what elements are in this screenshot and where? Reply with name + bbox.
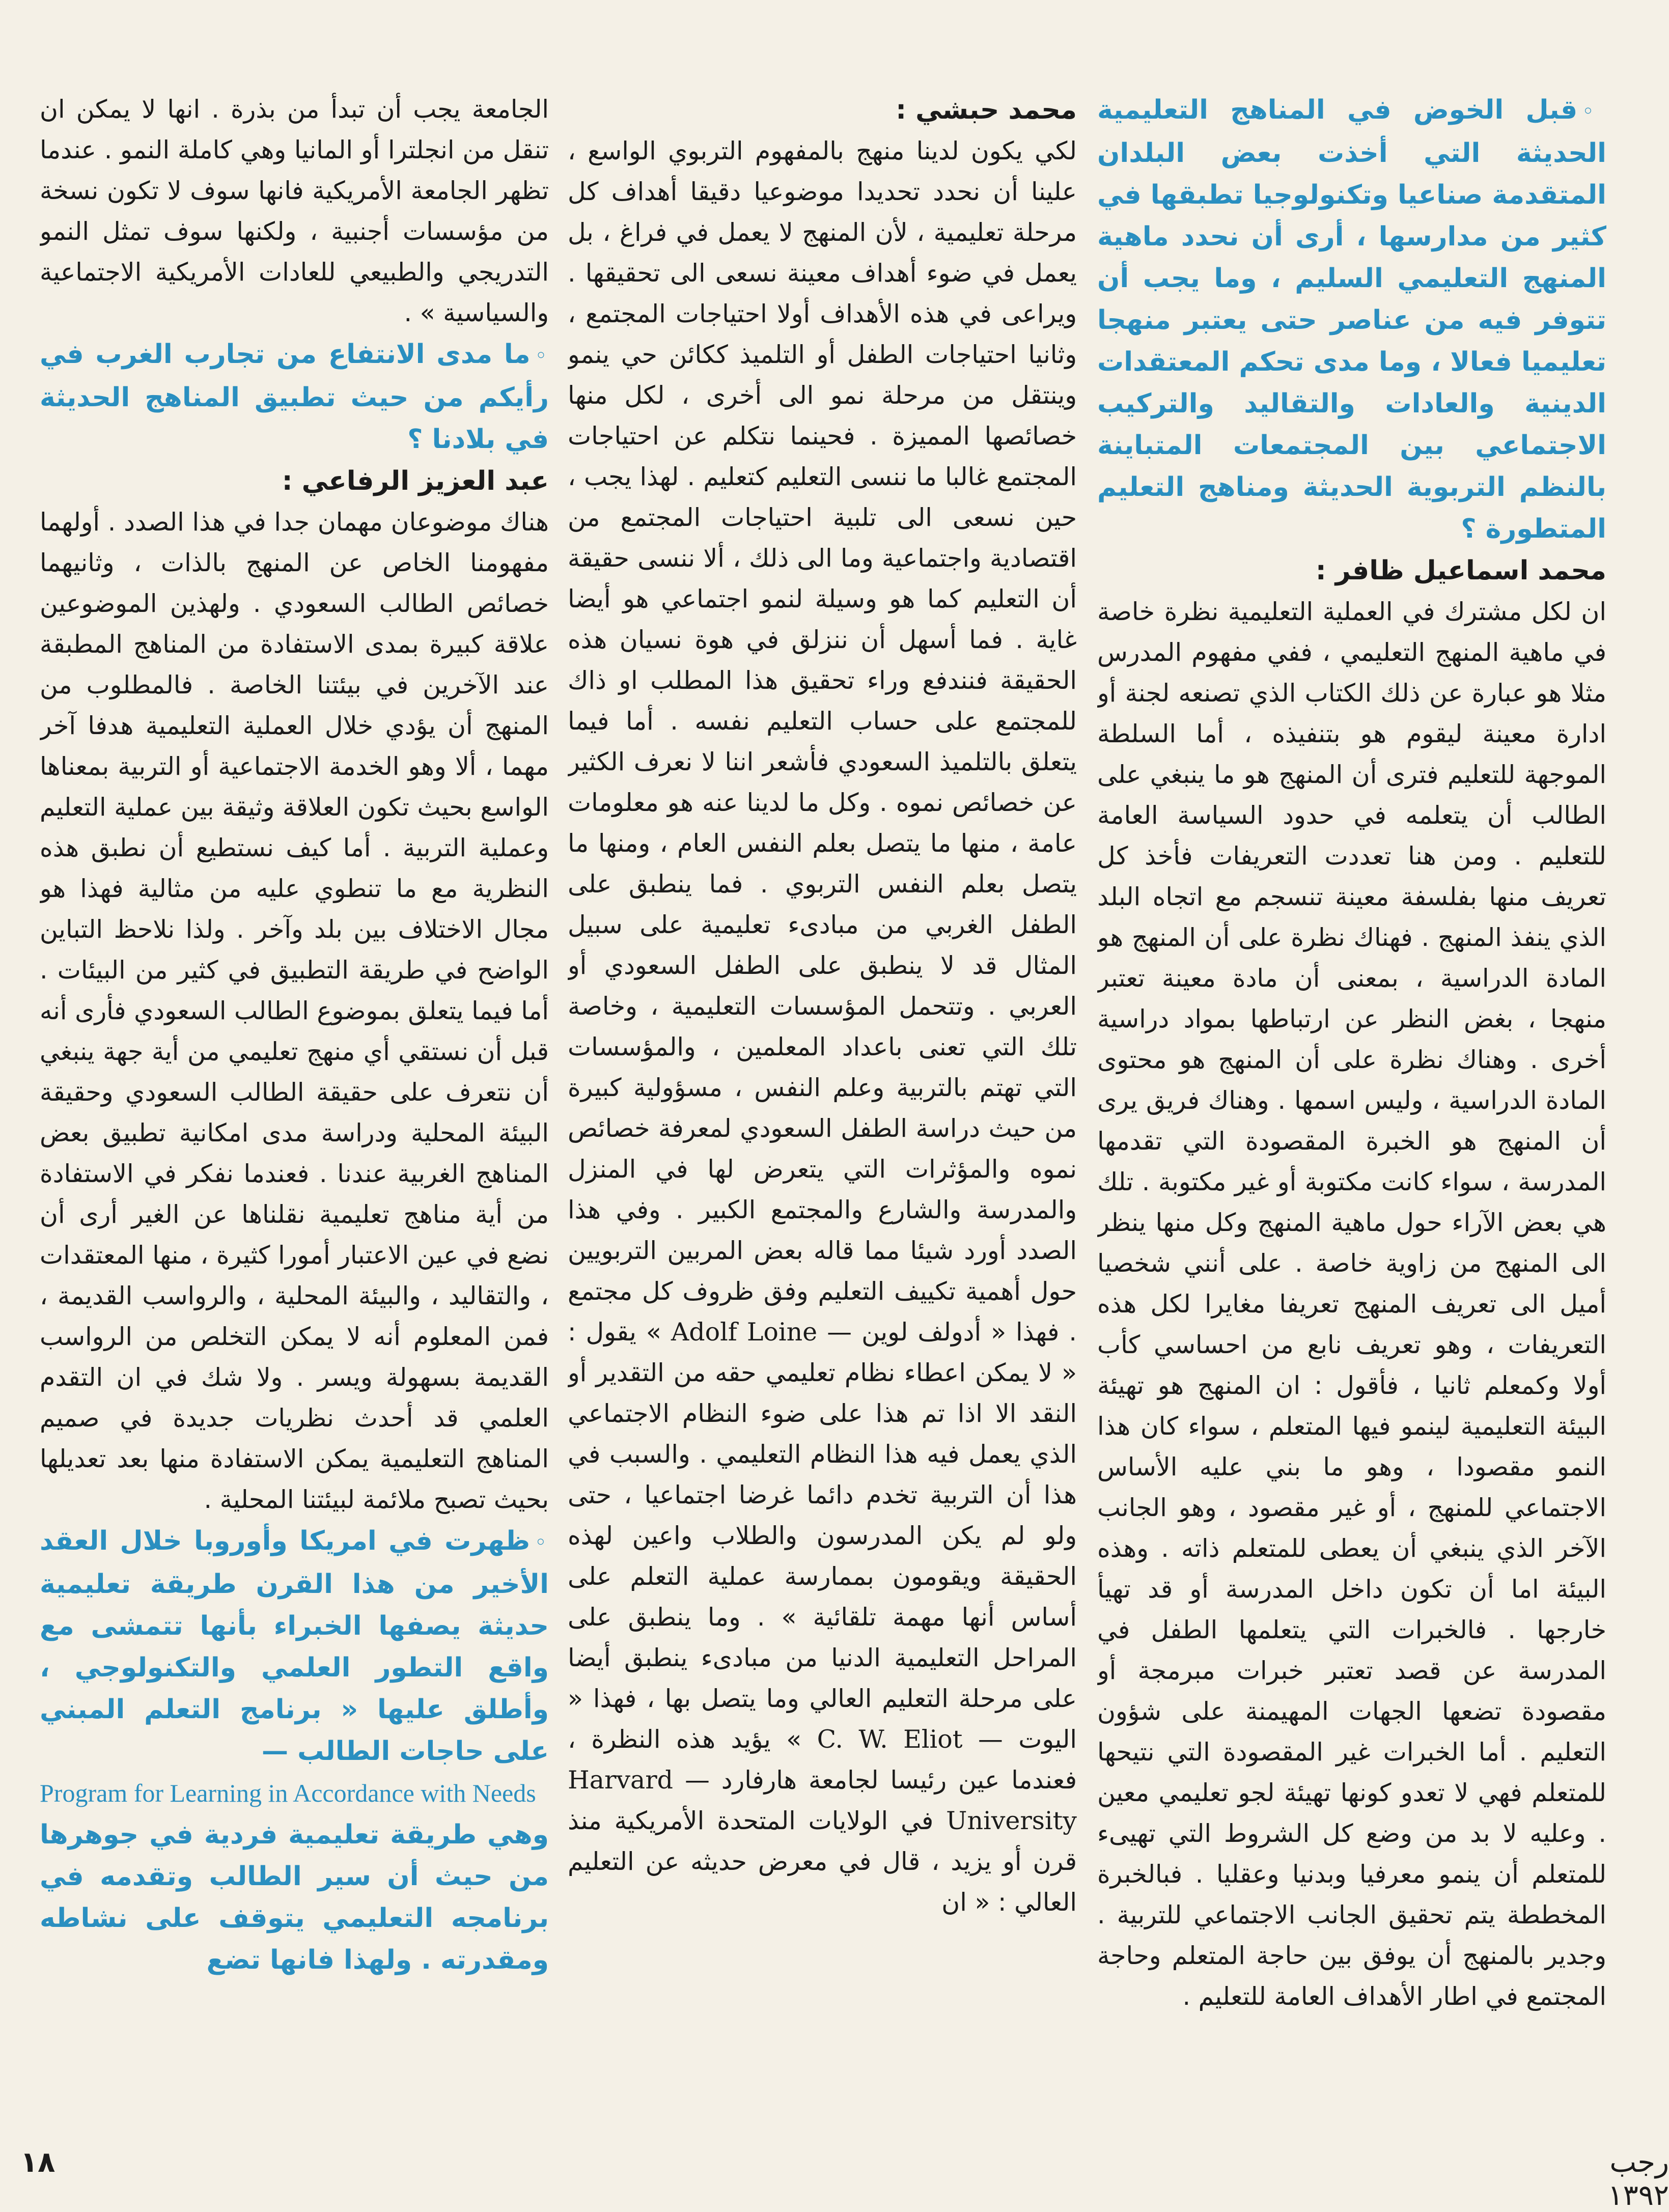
issue-date: رجب ١٣٩٢ [1607,2146,1669,2212]
question-2 [40,333,549,460]
answer-text [568,131,1077,1923]
answer-text: ان لكل مشترك في العملية التعليمية نظرة خاصة في ماهية المنهج التعليمي ، ففي مفهوم المدرس مثلا هو عبارة عن ذلك الكتاب الذي تصنعه لجنة أو ادارة معينة ليقوم هو بتنفيذه ، أما السلطة الموجهة للتعليم فترى أن المنهج هو ما ينبغي على الطالب أن يتعلمه في حدود السياسة العامة للتعليم . ومن هنا تعددت التعريفات فأخذ كل تعريف منها بفلسفة معينة تنسجم مع اتجاه البلد الذي ينفذ المنهج . فهناك نظرة على أن المنهج هو المادة الدراسية ، بمعنى أن مادة معينة تعتبر منهجا ، بغض النظر عن ارتباطها بمواد دراسية أخرى . وهناك نظرة على أن المنهج هو محتوى المادة الدراسية ، وليس اسمها . وهناك فريق يرى أن المنهج هو الخبرة المقصودة التي تقدمها المدرسة ، سواء كانت مكتوبة أو غير مكتوبة . تلك هي بعض الآراء حول ماهية المنهج وكل منها ينظر الى المنهج من زاوية خاصة . على أنني شخصيا أميل الى تعريف المنهج تعريفا مغايرا لكل هذه التعريفات ، وهو تعريف نابع من احساسي كأب أولا وكمعلم ثانيا ، فأقول : ان المنهج هو تهيئة البيئة التعليمية لينمو فيها المتعلم ، سواء كان هذا النمو مقصودا ، وهو ما بني عليه الأساس الاجتماعي للمنهج ، أو غير مقصود ، وهو الجانب الآخر الذي ينبغي أن يعطى للمتعلم ذاته . وهذه البيئة اما أن تكون داخل المدرسة أو قد تهيأ خارجها . فالخبرات التي يتعلمها الطفل في المدرسة عن قصد تعتبر خبرات مبرمجة أو مقصودة تضعها الجهات المهيمنة على شؤون التعليم . أما الخبرات غير المقصودة التي نتيحها للمتعلم فهي لا تعدو كونها تهيئة لجو تعليمي معين . وعليه لا بد من وضع كل الشروط التي تهيىء للمتعلم أن ينمو معرفيا وبدنيا وعقليا . فبالخبرة المخططة يتم تحقيق الجانب الاجتماعي للتربية . وجدير بالمنهج أن يوفق بين حاجة المتعلم وحاجة المجتمع في اطار الأهداف العامة للتعليم . [1097,597,1606,2011]
english-name: Harvard University [568,1766,1077,1835]
question-1 [1097,89,1606,550]
question-3-continued: وهي طريقة تعليمية فردية في جوهرها من حيث أن سير الطالب وتقدمه في برنامجه التعليمي يتوقف على نشاطه ومقدرته . ولهذا فانها تضع [40,1819,549,1975]
answer-text-part: » يؤيد هذه النظرة ، فعندما عين رئيسا لجامعة هارفارد — [568,1725,1077,1795]
answer-text: الجامعة يجب أن تبدأ من بذرة . انها لا يمكن ان تنقل من انجلترا أو المانيا وهي كاملة النمو . عندما تظهر الجامعة الأمريكية فانها سوف لا تكون نسخة من مؤسسات أجنبية ، ولكنها سوف تمثل النمو التدريجي والطبيعي للعادات الأمريكية الاجتماعية والسياسية » . [40,95,549,327]
question-2-text: ما مدى الانتفاع من تجارب الغرب في رأيكم من حيث تطبيق المناهج الحديثة في بلادنا ؟ [40,339,549,455]
column-left [40,89,549,2075]
english-name: C. W. Eliot [817,1725,963,1754]
english-name: Adolf Loine [671,1318,818,1347]
answer-text-part: في الولايات المتحدة الأمريكية منذ قرن أو يزيد ، قال في معرض حديثه عن التعليم العالي : « ان [568,1806,1077,1917]
speaker-name: محمد اسماعيل ظافر : [1315,555,1606,586]
program-english-name: Program for Learning in Accordance with Needs [40,1779,536,1807]
question-1-text: قبل الخوض في المناهج التعليمية الحديثة التي أخذت بعض البلدان المتقدمة صناعيا وتكنولوجيا تطبقها في كثير من مدارسها ، أرى أن نحدد ماهية المنهج التعليمي السليم ، وما يجب أن تتوفر فيه من عناصر حتى يعتبر منهجا تعليميا فعالا ، وما مدى تحكم المعتقدات الدينية والعادات والتقاليد والتركيب الاجتماعي بين المجتمعات المتباينة بالنظم التربوية الحديثة ومناهج التعليم المتطورة ؟ [1097,95,1606,544]
bullet-icon: ◦ [1582,101,1606,122]
speaker-name: محمد حبشي : [896,95,1077,125]
bullet-icon: ◦ [535,346,549,366]
bullet-icon: ◦ [535,1532,549,1553]
answer-text: هناك موضوعان مهمان جدا في هذا الصدد . أولهما مفهومنا الخاص عن المنهج بالذات ، وثانيهما خصائص الطالب السعودي . ولهذين الموضوعين علاقة كبيرة بمدى الاستفادة من المناهج المطبقة عند الآخرين في بيئتنا الخاصة . فالمطلوب من المنهج أن يؤدي خلال العملية التعليمية هدفا آخر مهما ، ألا وهو الخدمة الاجتماعية أو التربية بمعناها الواسع بحيث تكون العلاقة وثيقة بين عملية التعليم وعملية التربية . أما كيف نستطيع أن نطبق هذه النظرية مع ما تنطوي عليه من مثالية فهذا هو مجال الاختلاف بين بلد وآخر . ولذا نلاحظ التباين الواضح في طريقة التطبيق في كثير من البيئات . أما فيما يتعلق بموضوع الطالب السعودي فأرى أنه قبل أن نستقي أي منهج تعليمي من أية جهة ينبغي أن نتعرف على حقيقة الطالب السعودي وحقيقة البيئة المحلية ودراسة مدى امكانية تطبيق بعض المناهج الغربية عندنا . فعندما نفكر في الاستفادة من أية مناهج تعليمية نقلناها عن الغير أرى أن نضع في عين الاعتبار أمورا كثيرة ، منها المعتقدات ، والتقاليد ، والبيئة المحلية ، والرواسب القديمة ، فمن المعلوم أنه لا يمكن التخلص من الرواسب القديمة بسهولة ويسر . ولا شك في ان التقدم العلمي قد أحدث نظريات جديدة في صميم المناهج التعليمية يمكن الاستفادة منها بعد تعديلها بحيث تصبح ملائمة لبيئتنا المحلية . [40,508,549,1514]
question-3 [40,1520,549,1772]
column-right [1097,89,1606,2075]
question-3-text: ظهرت في امريكا وأوروبا خلال العقد الأخير من هذا القرن طريقة تعليمية حديثة يصفها الخبراء بأنها تتمشى مع واقع التطور العلمي والتكنولوجي ، وأطلق عليها « برنامج التعلم المبني على حاجات الطالب — [40,1526,549,1767]
page-number: ١٨ [20,2146,55,2179]
answer-text-part: لكي يكون لدينا منهج بالمفهوم التربوي الواسع ، علينا أن نحدد تحديدا موضوعيا دقيقا أهداف كل مرحلة تعليمية ، لأن المنهج لا يعمل في فراغ ، بل يعمل في ضوء أهداف معينة نسعى الى تحقيقها . ويراعى في هذه الأهداف أولا احتياجات المجتمع ، وثانيا احتياجات الطفل أو التلميذ ككائن حي ينمو وينتقل من مرحلة نمو الى أخرى ، لكل منها خصائصها المميزة . فحينما نتكلم عن احتياجات المجتمع غالبا ما ننسى التعليم كتعليم . لهذا يجب ، حين نسعى الى تلبية احتياجات المجتمع من اقتصادية واجتماعية وما الى ذلك ، ألا ننسى حقيقة أن التعليم كما هو وسيلة لنمو اجتماعي هو أيضا غاية . فما أسهل أن ننزلق في هوة نسيان هذه الحقيقة فنندفع وراء تحقيق هذا المطلب او ذاك للمجتمع على حساب التعليم نفسه . أما فيما يتعلق بالتلميذ السعودي فأشعر اننا لا نعرف الكثير عن خصائص نموه . وكل ما لدينا عنه هو معلومات عامة ، منها ما يتصل بعلم النفس العام ، ومنها ما يتصل بعلم النفس التربوي . فما ينطبق على الطفل الغربي من مبادىء تعليمية على سبيل المثال قد لا ينطبق على الطفل السعودي أو العربي . وتتحمل المؤسسات التعليمية ، وخاصة تلك التي تعنى باعداد المعلمين ، والمؤسسات التي تهتم بالتربية وعلم النفس ، مسؤولية كبيرة من حيث دراسة الطفل السعودي لمعرفة خصائص نموه والمؤثرات التي يتعرض لها في المنزل والمدرسة والشارع والمجتمع الكبير . وفي هذا الصدد أورد شيئا مما قاله بعض المربين التربويين حول أهمية تكييف التعليم وفق ظروف كل مجتمع . فهذا « أدولف لوين — [568,136,1077,1347]
answer-text-part: » يقول : « لا يمكن اعطاء نظام تعليمي حقه من التقدير أو النقد الا اذا تم هذا على ضوء النظام الاجتماعي الذي يعمل فيه هذا النظام التعليمي . والسبب في هذا أن التربية تخدم دائما غرضا اجتماعيا ، حتى ولو لم يكن المدرسون والطلاب واعين لهذه الحقيقة ويقومون بممارسة عملية التعلم على أساس أنها مهمة تلقائية » . وما ينطبق على المراحل التعليمية الدنيا من مبادىء ينطبق أيضا على مرحلة التعليم العالي وما يتصل بها ، فهذا « اليوت — [568,1318,1077,1754]
column-middle [568,89,1077,2075]
speaker-name: عبد العزيز الرفاعي : [282,466,549,496]
